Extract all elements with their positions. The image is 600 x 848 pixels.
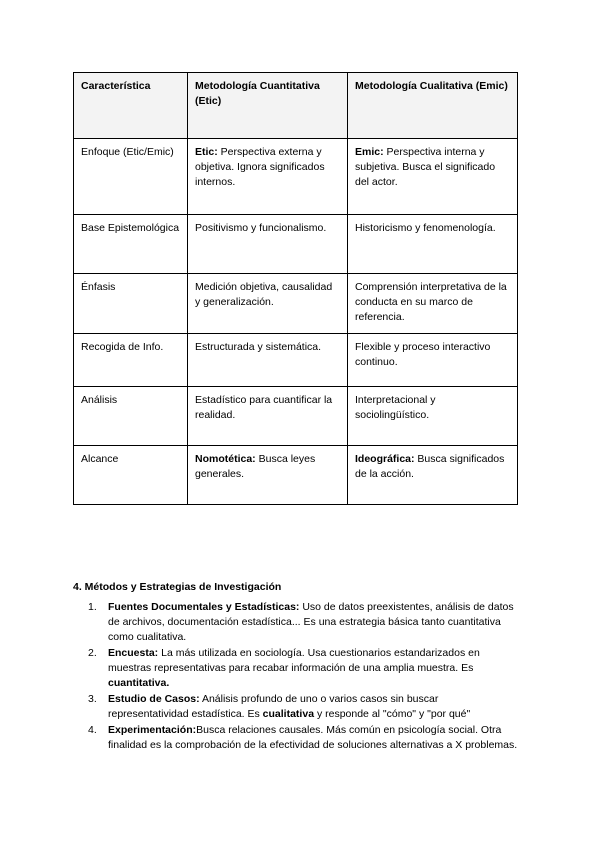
quantitative-cell: Estadístico para cuantificar la realidad. xyxy=(188,387,348,446)
methods-list xyxy=(73,600,518,754)
quantitative-cell: Estructurada y sistemática. xyxy=(188,334,348,387)
item-term: Estudio de Casos: xyxy=(108,693,200,705)
table-header-row xyxy=(74,73,518,139)
item-term: Encuesta: xyxy=(108,647,159,659)
cell-text: Perspectiva externa y objetiva. Ignora significados internos. xyxy=(195,146,325,188)
row-label: Análisis xyxy=(74,387,188,446)
item-text: Análisis profundo de uno o varios casos sin buscar representatividad estadística. Es xyxy=(108,693,439,720)
qualitative-cell xyxy=(348,139,518,215)
cell-term: Nomotética: xyxy=(195,453,256,465)
section-heading: 4. Métodos y Estrategias de Investigación xyxy=(73,581,282,593)
list-item xyxy=(73,600,518,645)
row-label: Alcance xyxy=(74,446,188,505)
list-number: 4. xyxy=(88,724,97,736)
qualitative-cell: Comprensión interpretativa de la conducta en su marco de referencia. xyxy=(348,274,518,334)
item-term: Fuentes Documentales y Estadísticas: xyxy=(108,601,300,613)
quantitative-cell: Positivismo y funcionalismo. xyxy=(188,215,348,274)
item-term: Experimentación: xyxy=(108,724,197,736)
cell-term: Ideográfica: xyxy=(355,453,415,465)
item-text: La más utilizada en sociología. Usa cuestionarios estandarizados en muestras representativas para recabar información de una amplia muestra. Es xyxy=(108,647,480,674)
cell-text: Busca significados de la acción. xyxy=(355,453,505,480)
list-number: 1. xyxy=(88,601,97,613)
qualitative-cell: Flexible y proceso interactivo continuo. xyxy=(348,334,518,387)
cell-term: Emic: xyxy=(355,146,384,158)
table-row xyxy=(74,387,518,446)
table-row xyxy=(74,334,518,387)
quantitative-cell: Medición objetiva, causalidad y generalización. xyxy=(188,274,348,334)
table-row xyxy=(74,139,518,215)
list-item xyxy=(73,646,518,691)
table-row xyxy=(74,274,518,334)
quantitative-cell xyxy=(188,446,348,505)
header-cuantitativa: Metodología Cuantitativa (Etic) xyxy=(188,73,348,139)
table-row xyxy=(74,215,518,274)
item-emphasis: cualitativa xyxy=(262,708,315,720)
qualitative-cell: Historicismo y fenomenología. xyxy=(348,215,518,274)
qualitative-cell: Interpretacional y sociolingüístico. xyxy=(348,387,518,446)
comparison-table xyxy=(73,72,518,505)
header-cualitativa: Metodología Cualitativa (Emic) xyxy=(348,73,518,139)
row-label: Énfasis xyxy=(74,274,188,334)
cell-text: Busca leyes generales. xyxy=(195,453,316,480)
list-number: 2. xyxy=(88,647,97,659)
item-text: Busca relaciones causales. Más común en psicología social. Otra finalidad es la comprobación de la efectividad de soluciones alternativas a X problemas. xyxy=(108,724,518,751)
cell-text: Perspectiva interna y subjetiva. Busca el significado del actor. xyxy=(355,146,496,188)
table-row xyxy=(74,446,518,505)
quantitative-cell xyxy=(188,139,348,215)
list-number: 3. xyxy=(88,693,97,705)
list-item xyxy=(73,692,518,722)
row-label: Enfoque (Etic/Emic) xyxy=(74,139,188,215)
row-label: Base Epistemológica xyxy=(74,215,188,274)
item-emphasis: cuantitativa. xyxy=(108,677,170,689)
item-text: Uso de datos preexistentes, análisis de datos de archivos, documentación estadística... Es una estrategia básica tanto cuantitativa como cualitativa. xyxy=(108,601,514,643)
header-caracteristica: Característica xyxy=(74,73,188,139)
item-text-tail: y responde al "cómo" y "por qué" xyxy=(314,708,471,720)
qualitative-cell xyxy=(348,446,518,505)
cell-term: Etic: xyxy=(195,146,218,158)
list-item xyxy=(73,723,518,753)
row-label: Recogida de Info. xyxy=(74,334,188,387)
